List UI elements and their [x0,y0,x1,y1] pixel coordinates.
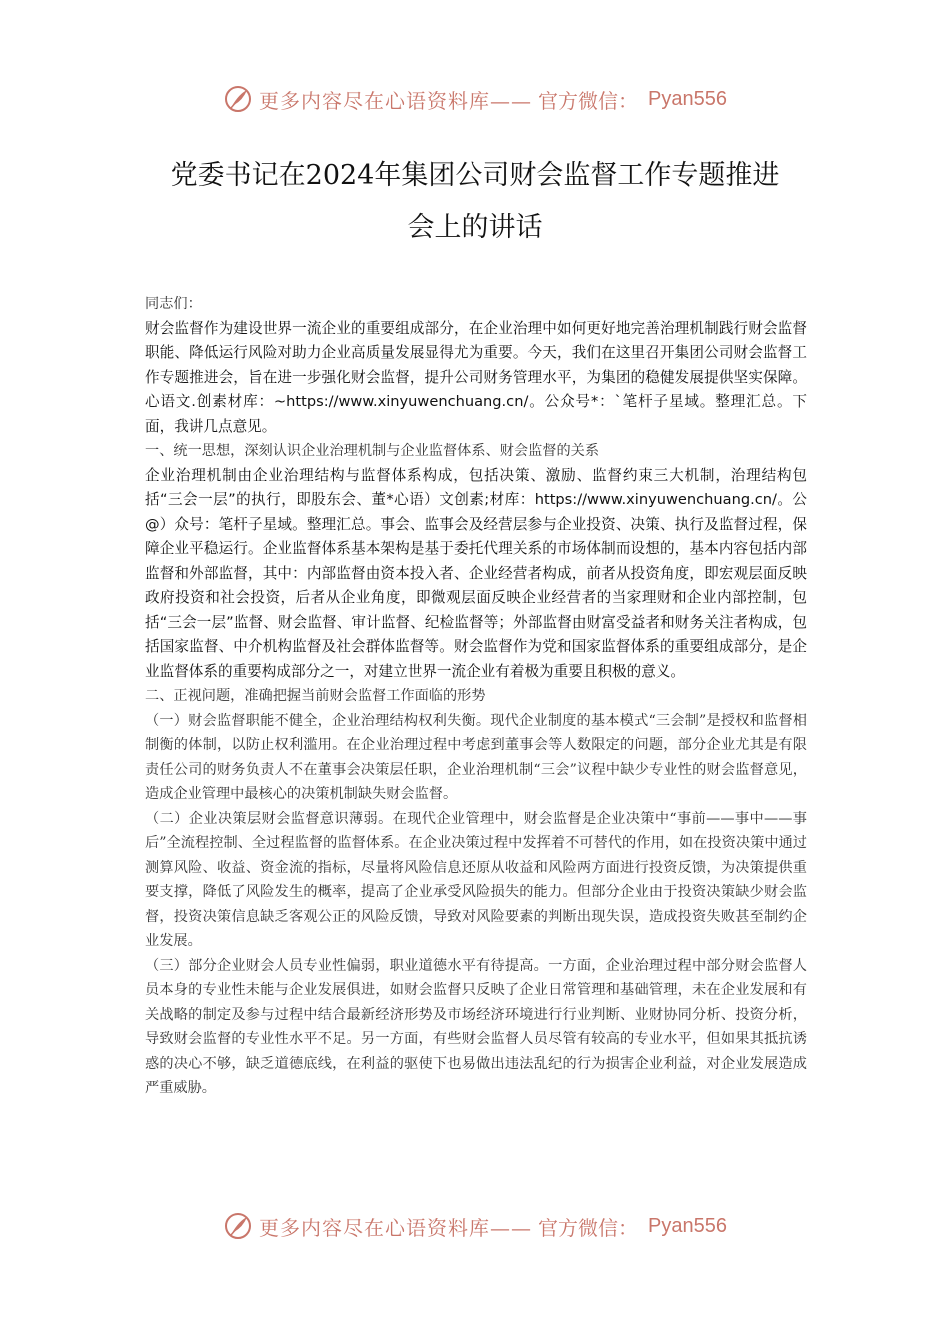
section-heading-2: 二、正视问题，准确把握当前财会监督工作面临的形势 [145,688,486,704]
paragraph-item-1: （一）财会监督职能不健全，企业治理结构权利失衡。现代企业制度的基本模式“三会制”是授权和监督相制衡的体制，以防止权利滥用。在企业治理过程中考虑到董事会等人数限定的问题，部分企业尤其是有限责任公司的财务负责人不在董事会决策层任职，企业治理机制“三会”议程中缺少专业性的财会监督意见，造成企业管理中最核心的决策机制缺失财会监督。 [145,712,807,802]
document-body [145,292,807,1101]
feather-logo-icon [223,1211,253,1241]
document-title [120,150,830,254]
paragraph-item-3: （三）部分企业财会人员专业性偏弱，职业道德水平有待提高。一方面，企业治理过程中部分财会监督人员本身的专业性未能与企业发展俱进，如财会监督只反映了企业日常管理和基础管理，未在企业发展和有关战略的制定及参与过程中结合最新经济形势及市场经济环境进行行业判断、业财协同分析、投资分析，导致财会监督的专业性水平不足。另一方面，有些财会监督人员尽管有较高的专业水平，但如果其抵抗诱惑的决心不够，缺乏道德底线，在利益的驱使下也易做出违法乱纪的行为损害企业利益，对企业发展造成严重威胁。 [145,957,807,1096]
banner-wechat-id: Pyan556 [648,87,727,110]
banner-wechat-label: 官方微信： [538,88,639,113]
banner-text: 更多内容尽在心语资料库—— [259,1215,533,1240]
title-line-2: 会上的讲话 [407,212,543,243]
paragraph-section-1: 企业治理机制由企业治理结构与监督体系构成，包括决策、激励、监督约束三大机制，治理结构包括“三会一层”的执行，即股东会、董*心语）文创素;材库：https://www.xinyuwenchuang.cn/。公@）众号：笔杆子星域。整理汇总。事会、监事会及经营层参与企业投资、决策、执行及监督过程，保障企业平稳运行。企业监督体系基本架构是基于委托代理关系的市场体制而设想的，基本内容包括内部监督和外部监督，其中：内部监督由资本投入者、企业经营者构成，前者从投资角度，即宏观层面反映政府投资和社会投资，后者从企业角度，即微观层面反映企业经营者的当家理财和企业内部控制，包括“三会一层”监督、财会监督、审计监督、纪检监督等；外部监督由财富受益者和财务关注者构成，包括国家监督、中介机构监督及社会群体监督等。财会监督作为党和国家监督体系的重要组成部分，是企业监督体系的重要构成部分之一，对建立世界一流企业有着极为重要且积极的意义。 [145,466,807,680]
paragraph-item-2: （二）企业决策层财会监督意识薄弱。在现代企业管理中，财会监督是企业决策中“事前——事中——事后”全流程控制、全过程监督的监督体系。在企业决策过程中发挥着不可替代的作用，如在投资决策中通过测算风险、收益、资金流的指标，尽量将风险信息还原从收益和风险两方面进行投资反馈，为决策提供重要支撑，降低了风险发生的概率，提高了企业承受风险损失的能力。但部分企业由于投资决策缺少财会监督，投资决策信息缺乏客观公正的风险反馈，导致对风险要素的判断出现失误，造成投资失败甚至制约企业发展。 [145,810,807,949]
title-line-1: 党委书记在2024年集团公司财会监督工作专题推进 [170,160,780,191]
salutation: 同志们： [145,296,202,312]
paragraph-intro: 财会监督作为建设世界一流企业的重要组成部分，在企业治理中如何更好地完善治理机制践行财会监督职能、降低运行风险对助力企业高质量发展显得尤为重要。今天，我们在这里召开集团公司财会监督工作专题推进会，旨在进一步强化财会监督，提升公司财务管理水平，为集团的稳健发展提供坚实保障。心语文.创素材库：~https://www.xinyuwenchuang.cn/。公众号*：`笔杆子星域。整理汇总。下面，我讲几点意见。 [145,319,807,435]
section-heading-1: 一、统一思想，深刻认识企业治理机制与企业监督体系、财会监督的关系 [145,443,600,459]
banner-text: 更多内容尽在心语资料库—— [259,88,533,113]
feather-logo-icon [223,84,253,114]
banner-wechat-id: Pyan556 [648,1214,727,1237]
banner-wechat-label: 官方微信： [538,1215,639,1240]
footer-watermark-banner [0,1211,950,1241]
header-watermark-banner [0,84,950,114]
